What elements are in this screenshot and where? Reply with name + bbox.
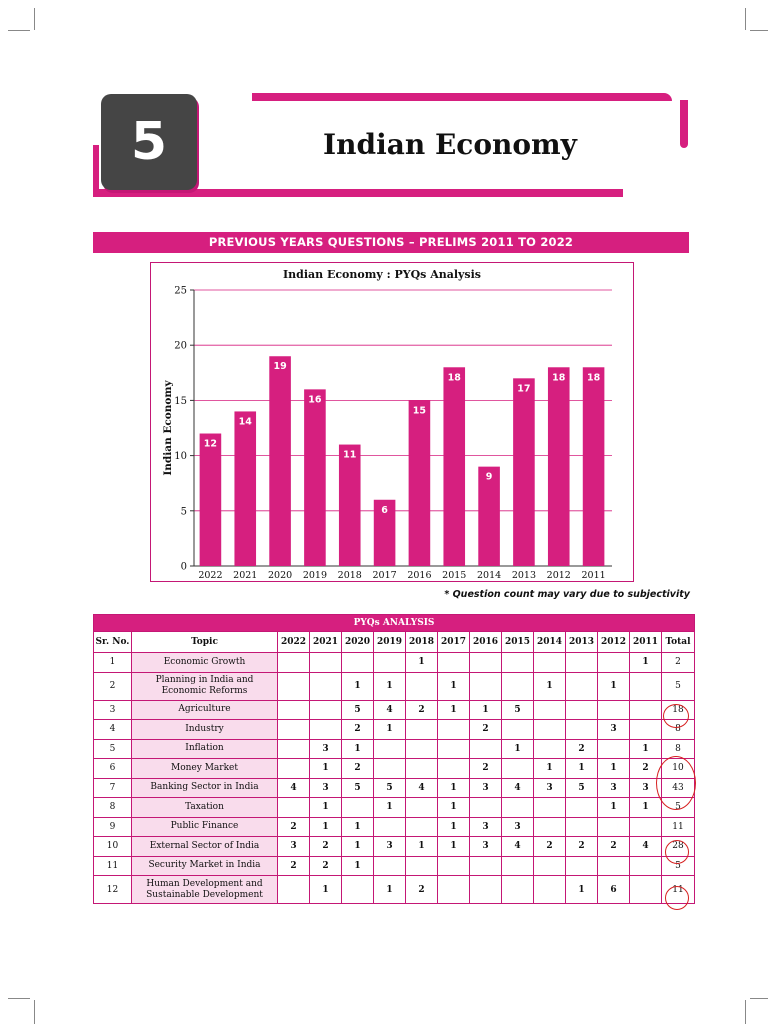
table-row [94,759,695,779]
sr-no-cell: 7 [94,778,132,798]
column-header: 2020 [342,632,374,653]
year-count-cell [534,798,566,818]
y-tick-label: 10 [174,451,187,463]
year-count-cell: 3 [310,739,342,759]
year-count-cell [406,759,438,779]
subjectivity-note: * Question count may vary due to subjectivity [444,589,690,600]
column-header: 2017 [438,632,470,653]
year-count-cell: 1 [438,700,470,720]
year-count-cell: 2 [406,876,438,904]
table-row [94,856,695,876]
year-count-cell: 1 [374,720,406,740]
year-count-cell: 1 [630,653,662,673]
year-count-cell [438,653,470,673]
year-count-cell [342,798,374,818]
year-count-cell [566,653,598,673]
year-count-cell: 1 [566,876,598,904]
annotation-circle [665,886,689,910]
x-tick-label: 2013 [511,570,537,581]
column-header: Topic [132,632,278,653]
year-count-cell [566,817,598,837]
x-tick-label: 2014 [476,570,502,581]
year-count-cell: 2 [310,856,342,876]
year-count-cell: 3 [374,837,406,857]
total-cell: 11 [662,817,695,837]
year-count-cell [278,720,310,740]
year-count-cell: 1 [374,798,406,818]
crop-mark [34,1000,35,1024]
year-count-cell: 3 [598,778,630,798]
year-count-cell [470,856,502,876]
year-count-cell: 2 [278,856,310,876]
year-count-cell: 3 [534,778,566,798]
year-count-cell: 1 [598,798,630,818]
bar-data-label: 18 [447,372,461,384]
bar [200,434,222,566]
year-count-cell: 2 [598,837,630,857]
year-count-cell: 3 [278,837,310,857]
column-header: Total [662,632,695,653]
bar-data-label: 18 [552,372,566,384]
year-count-cell: 1 [438,672,470,700]
year-count-cell: 1 [438,837,470,857]
year-count-cell: 1 [310,876,342,904]
year-count-cell [534,653,566,673]
year-count-cell: 2 [470,759,502,779]
column-header: 2019 [374,632,406,653]
year-count-cell: 3 [502,817,534,837]
year-count-cell [502,759,534,779]
year-count-cell: 1 [598,759,630,779]
table-row [94,876,695,904]
year-count-cell [406,739,438,759]
crop-mark [34,8,35,30]
year-count-cell [566,672,598,700]
year-count-cell [502,798,534,818]
table-body [94,653,695,904]
sr-no-cell: 2 [94,672,132,700]
x-tick-label: 2021 [233,570,258,581]
year-count-cell [278,759,310,779]
year-count-cell: 6 [598,876,630,904]
year-count-cell [470,653,502,673]
topic-cell: Industry [132,720,278,740]
y-tick-label: 5 [180,506,187,518]
table-row [94,672,695,700]
sr-no-cell: 8 [94,798,132,818]
bar [234,411,256,566]
year-count-cell [630,720,662,740]
table-row [94,778,695,798]
y-axis-label: Indian Economy [162,380,174,476]
year-count-cell [598,817,630,837]
chart-title: Indian Economy : PYQs Analysis [283,268,481,281]
year-count-cell: 1 [502,739,534,759]
bar [409,400,431,566]
bar-data-label: 17 [517,383,531,395]
year-count-cell [406,856,438,876]
header-rule-top [252,93,672,101]
year-count-cell: 1 [534,759,566,779]
year-count-cell [438,720,470,740]
table-title: PYQs ANALYSIS [94,615,695,632]
y-tick-label: 0 [180,561,187,573]
year-count-cell: 1 [342,739,374,759]
total-cell: 18 [662,700,695,720]
sr-no-cell: 1 [94,653,132,673]
sr-no-cell: 6 [94,759,132,779]
topic-cell: Economic Growth [132,653,278,673]
sr-no-cell: 11 [94,856,132,876]
year-count-cell [374,759,406,779]
year-count-cell: 2 [566,739,598,759]
crop-mark [750,998,768,999]
column-header: 2016 [470,632,502,653]
year-count-cell [470,876,502,904]
year-count-cell [374,856,406,876]
x-tick-label: 2020 [267,570,293,581]
year-count-cell [502,672,534,700]
year-count-cell [278,876,310,904]
year-count-cell: 1 [342,837,374,857]
bar-data-label: 12 [203,438,218,450]
year-count-cell [534,720,566,740]
annotation-circle [663,704,689,728]
table-row [94,653,695,673]
year-count-cell: 1 [598,672,630,700]
bar [583,367,605,566]
sr-no-cell: 3 [94,700,132,720]
table-row [94,817,695,837]
year-count-cell: 2 [566,837,598,857]
column-header: 2015 [502,632,534,653]
year-count-cell [406,672,438,700]
year-count-cell: 5 [566,778,598,798]
year-count-cell: 1 [310,798,342,818]
year-count-cell [566,700,598,720]
crop-mark [745,8,746,30]
topic-cell: Taxation [132,798,278,818]
year-count-cell [310,653,342,673]
year-count-cell [630,856,662,876]
bar [548,367,570,566]
column-header: 2022 [278,632,310,653]
column-header: 2013 [566,632,598,653]
year-count-cell [406,720,438,740]
year-count-cell [438,876,470,904]
column-header: 2011 [630,632,662,653]
topic-cell: Planning in India and Economic Reforms [132,672,278,700]
x-tick-label: 2012 [546,570,571,581]
total-cell: 8 [662,720,695,740]
year-count-cell: 2 [278,817,310,837]
year-count-cell [342,876,374,904]
year-count-cell: 1 [438,778,470,798]
x-tick-label: 2018 [337,570,362,581]
year-count-cell: 4 [374,700,406,720]
topic-cell: Banking Sector in India [132,778,278,798]
bar-data-label: 11 [343,449,357,461]
year-count-cell: 1 [534,672,566,700]
year-count-cell [438,856,470,876]
year-count-cell: 3 [630,778,662,798]
year-count-cell [534,876,566,904]
column-header: 2021 [310,632,342,653]
year-count-cell: 1 [374,672,406,700]
year-count-cell: 1 [630,798,662,818]
table-row [94,720,695,740]
total-cell: 5 [662,798,695,818]
sr-no-cell: 4 [94,720,132,740]
year-count-cell: 3 [598,720,630,740]
bar-data-label: 18 [586,372,601,384]
year-count-cell: 1 [342,817,374,837]
year-count-cell [566,856,598,876]
year-count-cell [534,739,566,759]
year-count-cell [438,739,470,759]
total-cell: 10 [662,759,695,779]
year-count-cell [566,798,598,818]
year-count-cell: 2 [630,759,662,779]
year-count-cell: 2 [342,759,374,779]
bar-data-label: 15 [412,405,427,417]
year-count-cell: 2 [534,837,566,857]
year-count-cell: 1 [470,700,502,720]
year-count-cell [310,720,342,740]
topic-cell: Inflation [132,739,278,759]
bar-data-label: 16 [308,394,322,406]
year-count-cell: 4 [278,778,310,798]
crop-mark [8,998,30,999]
year-count-cell: 2 [470,720,502,740]
topic-cell: Money Market [132,759,278,779]
year-count-cell [278,739,310,759]
topic-cell: Public Finance [132,817,278,837]
year-count-cell [502,876,534,904]
year-count-cell: 4 [502,778,534,798]
bar [443,367,465,566]
bar [339,445,361,566]
x-tick-label: 2015 [442,570,467,581]
crop-mark [750,30,768,31]
pyq-analysis-table [93,614,695,904]
year-count-cell [374,739,406,759]
year-count-cell: 1 [310,817,342,837]
table-row [94,837,695,857]
year-count-cell [310,700,342,720]
total-cell: 28 [662,837,695,857]
column-header: 2018 [406,632,438,653]
year-count-cell [470,798,502,818]
year-count-cell [630,817,662,837]
year-count-cell: 1 [406,837,438,857]
year-count-cell [534,700,566,720]
total-cell: 11 [662,876,695,904]
total-cell: 2 [662,653,695,673]
header-rule-bottom [93,189,623,197]
total-cell: 43 [662,778,695,798]
crop-mark [8,30,30,31]
year-count-cell [470,739,502,759]
year-count-cell: 5 [342,778,374,798]
year-count-cell: 1 [566,759,598,779]
year-count-cell: 5 [342,700,374,720]
bar-data-label: 14 [238,416,252,428]
year-count-cell [598,856,630,876]
year-count-cell [278,798,310,818]
table-row [94,700,695,720]
bar [304,389,326,566]
year-count-cell [502,856,534,876]
annotation-circle [665,840,689,864]
topic-cell: Human Development and Sustainable Development [132,876,278,904]
year-count-cell: 3 [470,837,502,857]
year-count-cell [502,653,534,673]
chapter-title: Indian Economy [323,128,577,161]
column-header: 2014 [534,632,566,653]
sr-no-cell: 5 [94,739,132,759]
column-header: Sr. No. [94,632,132,653]
x-tick-label: 2016 [407,570,432,581]
year-count-cell [598,700,630,720]
sr-no-cell: 10 [94,837,132,857]
year-count-cell: 1 [310,759,342,779]
total-cell: 5 [662,672,695,700]
year-count-cell [534,817,566,837]
year-count-cell: 2 [406,700,438,720]
year-count-cell [310,672,342,700]
sr-no-cell: 9 [94,817,132,837]
year-count-cell: 4 [502,837,534,857]
year-count-cell: 3 [470,778,502,798]
year-count-cell [598,739,630,759]
year-count-cell: 1 [342,672,374,700]
bar [513,378,535,566]
year-count-cell [374,817,406,837]
crop-mark [745,1000,746,1024]
year-count-cell [278,672,310,700]
year-count-cell: 4 [406,778,438,798]
x-tick-label: 2022 [198,570,223,581]
bar-data-label: 6 [381,504,388,516]
year-count-cell [470,672,502,700]
x-tick-label: 2019 [302,570,328,581]
year-count-cell [502,720,534,740]
topic-cell: External Sector of India [132,837,278,857]
y-tick-label: 20 [174,340,187,352]
sr-no-cell: 12 [94,876,132,904]
x-tick-label: 2011 [581,570,606,581]
total-cell: 8 [662,739,695,759]
bar-chart [150,262,634,582]
bar-data-label: 19 [273,361,287,373]
year-count-cell [566,720,598,740]
year-count-cell [630,672,662,700]
header-rule-right [680,100,688,148]
year-count-cell [406,798,438,818]
year-count-cell [278,700,310,720]
total-cell: 5 [662,856,695,876]
year-count-cell: 1 [342,856,374,876]
bar [269,356,291,566]
year-count-cell: 1 [438,798,470,818]
topic-cell: Agriculture [132,700,278,720]
year-count-cell: 5 [374,778,406,798]
year-count-cell [278,653,310,673]
year-count-cell [406,817,438,837]
table-column-headers [94,632,695,653]
year-count-cell [342,653,374,673]
year-count-cell: 1 [630,739,662,759]
year-count-cell [630,876,662,904]
annotation-circle [656,756,696,810]
y-tick-label: 15 [174,395,187,407]
chapter-number: 5 [130,112,168,172]
year-count-cell [598,653,630,673]
year-count-cell: 2 [342,720,374,740]
bar-data-label: 9 [485,471,493,483]
year-count-cell: 1 [374,876,406,904]
x-tick-label: 2017 [372,570,397,581]
year-count-cell: 2 [310,837,342,857]
year-count-cell: 4 [630,837,662,857]
column-header: 2012 [598,632,630,653]
year-count-cell: 3 [470,817,502,837]
year-count-cell: 1 [438,817,470,837]
year-count-cell [438,759,470,779]
section-banner: PREVIOUS YEARS QUESTIONS – PRELIMS 2011 TO 2022 [93,232,689,253]
year-count-cell: 3 [310,778,342,798]
table-row [94,798,695,818]
year-count-cell: 5 [502,700,534,720]
year-count-cell: 1 [406,653,438,673]
year-count-cell [630,700,662,720]
y-tick-label: 25 [174,285,187,297]
topic-cell: Security Market in India [132,856,278,876]
year-count-cell [374,653,406,673]
header-rule-left [93,145,99,193]
year-count-cell [534,856,566,876]
table-row [94,739,695,759]
